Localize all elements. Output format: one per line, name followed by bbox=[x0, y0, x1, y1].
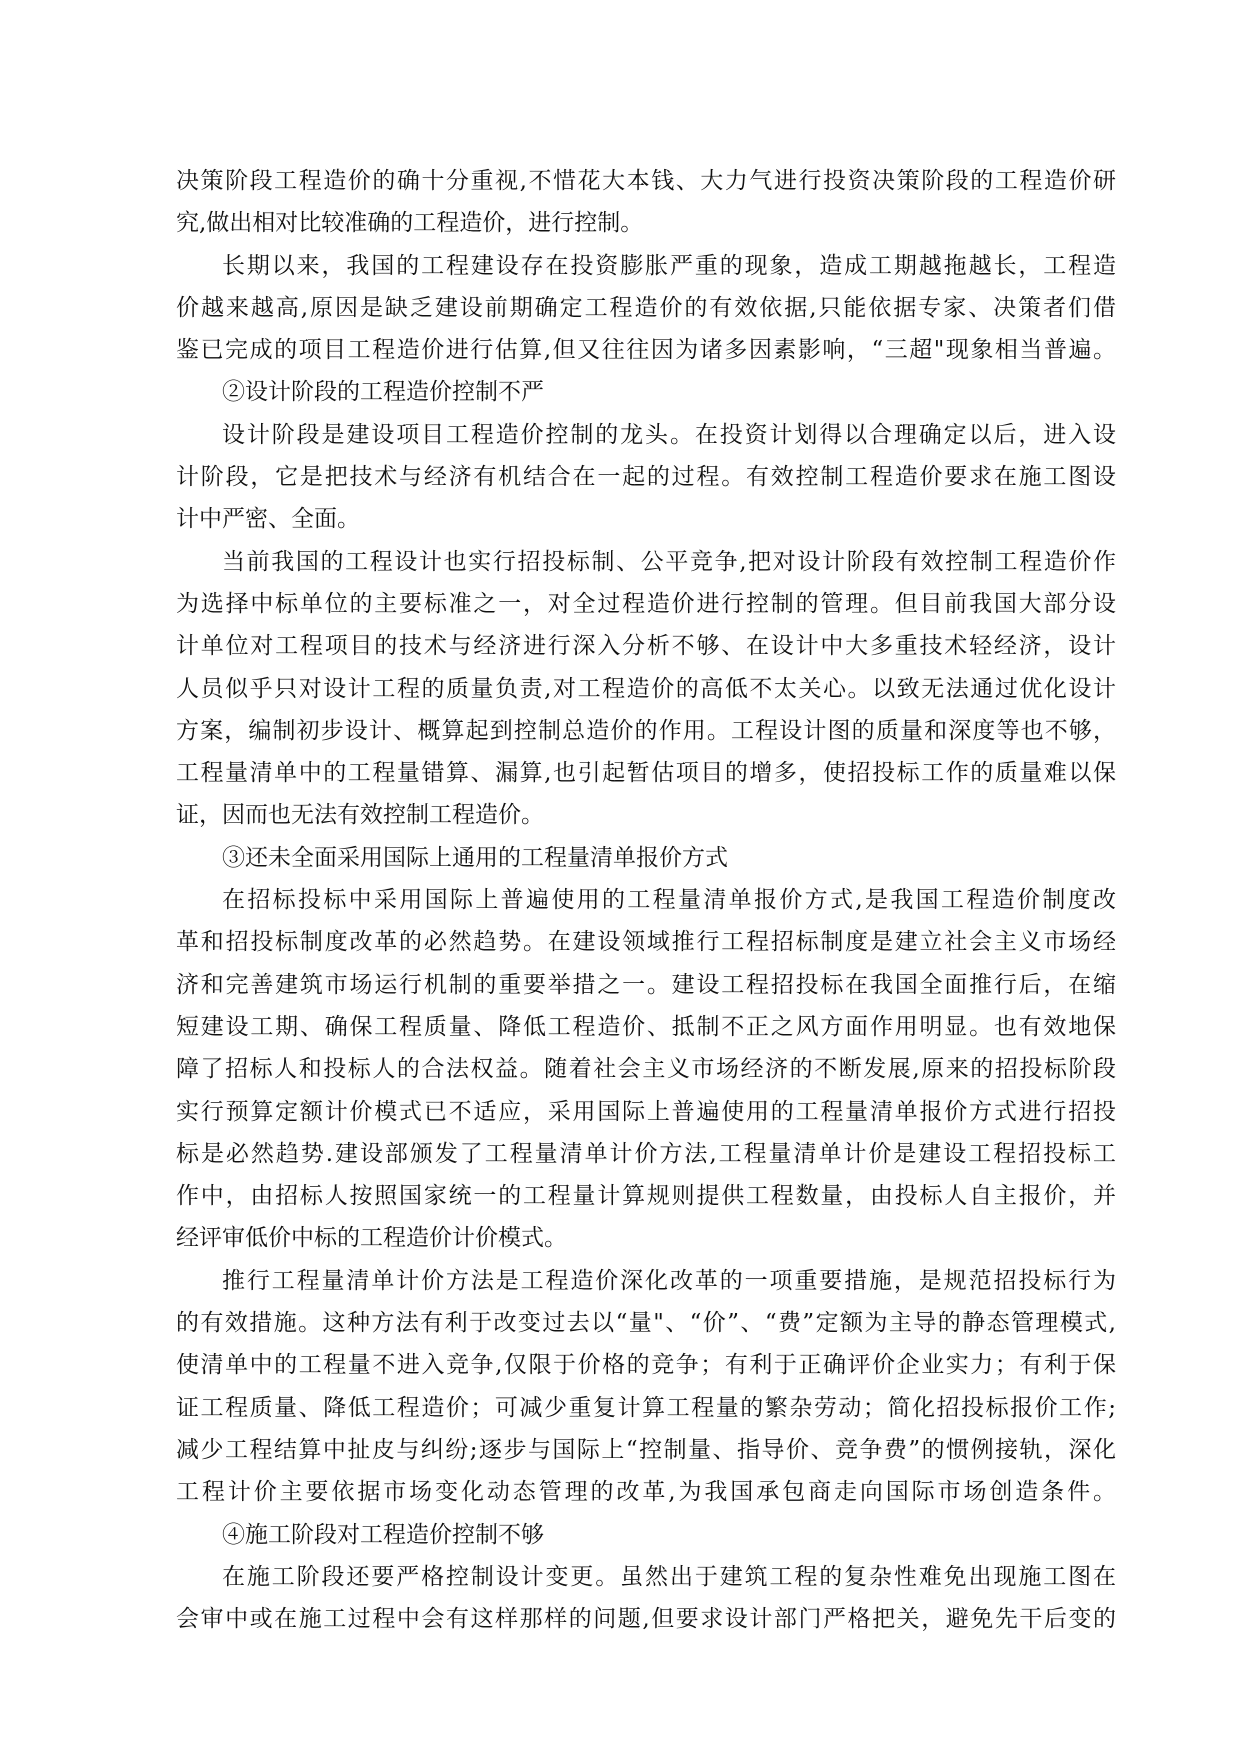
text-line: 究,做出相对比较准确的工程造价，进行控制。 bbox=[176, 210, 644, 237]
text-line: 经评审低价中标的工程造价计价模式。 bbox=[176, 1225, 567, 1252]
text-line: ③还未全面采用国际上通用的工程量清单报价方式 bbox=[222, 844, 728, 871]
text-line: 使清单中的工程量不进入竞争,仅限于价格的竞争；有利于正确评价企业实力；有利于保 bbox=[176, 1352, 1116, 1379]
text-line: 当前我国的工程设计也实行招投标制、公平竞争,把对设计阶段有效控制工程造价作 bbox=[222, 548, 1116, 575]
text-line: 计中严密、全面。 bbox=[176, 506, 360, 533]
text-line: 价越来越高,原因是缺乏建设前期确定工程造价的有效依据,只能依据专家、决策者们借 bbox=[176, 294, 1116, 321]
text-line: 工程计价主要依据市场变化动态管理的改革,为我国承包商走向国际市场创造条件。 bbox=[176, 1479, 1116, 1506]
text-line: 人员似乎只对设计工程的质量负责,对工程造价的高低不太关心。以致无法通过优化设计 bbox=[176, 675, 1116, 702]
text-line: 标是必然趋势.建设部颁发了工程量清单计价方法,工程量清单计价是建设工程招投标工 bbox=[176, 1140, 1116, 1167]
text-line: 实行预算定额计价模式已不适应，采用国际上普遍使用的工程量清单报价方式进行招投 bbox=[176, 1098, 1116, 1125]
text-line: 长期以来，我国的工程建设存在投资膨胀严重的现象，造成工期越拖越长，工程造 bbox=[222, 252, 1116, 279]
text-line: 设计阶段是建设项目工程造价控制的龙头。在投资计划得以合理确定以后，进入设 bbox=[222, 421, 1116, 448]
document-body bbox=[176, 160, 1116, 1640]
text-line: 决策阶段工程造价的确十分重视,不惜花大本钱、大力气进行投资决策阶段的工程造价研 bbox=[176, 168, 1116, 194]
text-line: 鉴已完成的项目工程造价进行估算,但又往往因为诸多因素影响，“三超"现象相当普遍。 bbox=[176, 337, 1116, 364]
text-line: 的有效措施。这种方法有利于改变过去以“量"、“价”、“费”定额为主导的静态管理模式, bbox=[176, 1310, 1116, 1337]
text-line: 在施工阶段还要严格控制设计变更。虽然出于建筑工程的复杂性难免出现施工图在 bbox=[222, 1563, 1116, 1590]
text-line: 计阶段，它是把技术与经济有机结合在一起的过程。有效控制工程造价要求在施工图设 bbox=[176, 464, 1116, 491]
text-line: 计单位对工程项目的技术与经济进行深入分析不够、在设计中大多重技术轻经济，设计 bbox=[176, 633, 1116, 660]
text-line: ②设计阶段的工程造价控制不严 bbox=[222, 379, 544, 406]
text-line: 济和完善建筑市场运行机制的重要举措之一。建设工程招投标在我国全面推行后，在缩 bbox=[176, 971, 1116, 998]
text-line: 会审中或在施工过程中会有这样那样的问题,但要求设计部门严格把关，避免先干后变的 bbox=[176, 1606, 1116, 1633]
text-line: ④施工阶段对工程造价控制不够 bbox=[222, 1521, 544, 1548]
text-line: 推行工程量清单计价方法是工程造价深化改革的一项重要措施，是规范招投标行为 bbox=[222, 1267, 1116, 1294]
text-line: 作中，由招标人按照国家统一的工程量计算规则提供工程数量，由投标人自主报价，并 bbox=[176, 1183, 1116, 1210]
text-line: 证工程质量、降低工程造价；可减少重复计算工程量的繁杂劳动；简化招投标报价工作; bbox=[176, 1394, 1116, 1421]
text-line: 减少工程结算中扯皮与纠纷;逐步与国际上“控制量、指导价、竞争费”的惯例接轨，深化 bbox=[176, 1436, 1116, 1463]
text-line: 工程量清单中的工程量错算、漏算,也引起暂估项目的增多，使招投标工作的质量难以保 bbox=[176, 760, 1116, 787]
text-line: 短建设工期、确保工程质量、降低工程造价、抵制不正之风方面作用明显。也有效地保 bbox=[176, 1013, 1116, 1040]
text-line: 证，因而也无法有效控制工程造价。 bbox=[176, 802, 544, 829]
text-line: 障了招标人和投标人的合法权益。随着社会主义市场经济的不断发展,原来的招投标阶段 bbox=[176, 1056, 1116, 1083]
text-line: 方案，编制初步设计、概算起到控制总造价的作用。工程设计图的质量和深度等也不够， bbox=[176, 717, 1116, 744]
text-line: 为选择中标单位的主要标准之一，对全过程造价进行控制的管理。但目前我国大部分设 bbox=[176, 590, 1116, 617]
text-line: 在招标投标中采用国际上普遍使用的工程量清单报价方式,是我国工程造价制度改 bbox=[222, 887, 1116, 914]
text-line: 革和招投标制度改革的必然趋势。在建设领域推行工程招标制度是建立社会主义市场经 bbox=[176, 929, 1116, 956]
